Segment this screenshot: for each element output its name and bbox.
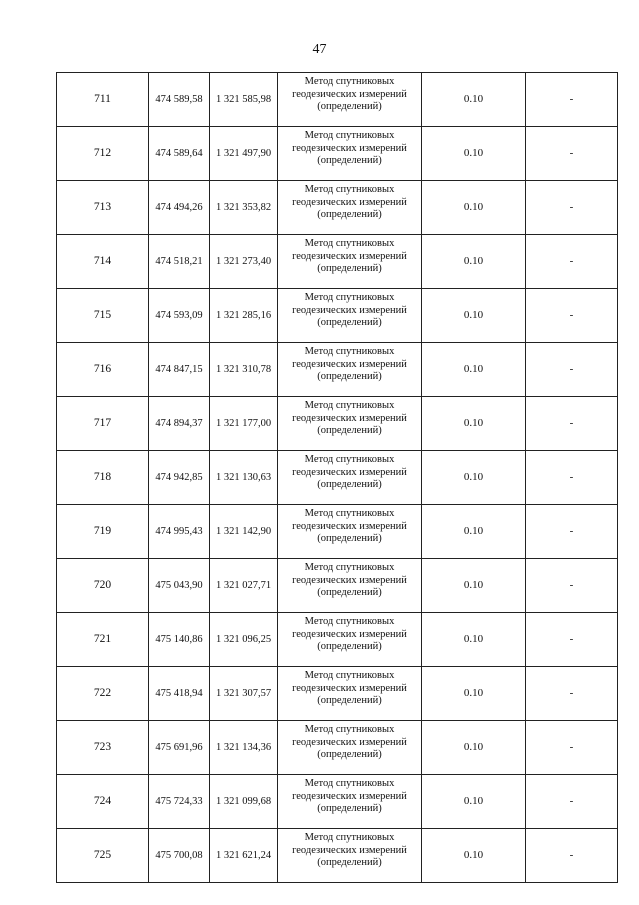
- note-cell: -: [526, 505, 618, 559]
- accuracy-cell: 0.10: [422, 721, 526, 775]
- coordinate-x-cell: 474 593,09: [149, 289, 210, 343]
- accuracy-cell: 0.10: [422, 289, 526, 343]
- table-row: [57, 505, 618, 559]
- point-number-cell: 712: [57, 127, 149, 181]
- method-line: геодезических измерений: [292, 790, 407, 802]
- method-line: (определений): [317, 695, 382, 706]
- coordinate-x-cell: 474 494,26: [149, 181, 210, 235]
- point-number-cell: 715: [57, 289, 149, 343]
- accuracy-cell: 0.10: [422, 181, 526, 235]
- method-cell: [278, 73, 422, 127]
- method-line: Метод спутниковых: [304, 724, 395, 735]
- note-cell: -: [526, 343, 618, 397]
- accuracy-cell: 0.10: [422, 559, 526, 613]
- note-cell: -: [526, 235, 618, 289]
- coordinate-y-cell: 1 321 099,68: [210, 775, 278, 829]
- coordinate-x-cell: 475 724,33: [149, 775, 210, 829]
- coordinate-x-cell: 475 700,08: [149, 829, 210, 883]
- method-line: геодезических измерений: [292, 844, 407, 856]
- method-cell: [278, 613, 422, 667]
- method-line: геодезических измерений: [292, 520, 407, 532]
- table-row: [57, 775, 618, 829]
- table-row: [57, 829, 618, 883]
- method-cell: [278, 181, 422, 235]
- method-line: Метод спутниковых: [304, 184, 395, 195]
- method-line: Метод спутниковых: [304, 670, 395, 681]
- table-row: [57, 235, 618, 289]
- method-line: Метод спутниковых: [304, 346, 395, 357]
- point-number-cell: 725: [57, 829, 149, 883]
- method-line: (определений): [317, 317, 382, 328]
- coordinate-y-cell: 1 321 310,78: [210, 343, 278, 397]
- accuracy-cell: 0.10: [422, 73, 526, 127]
- method-line: Метод спутниковых: [304, 400, 395, 411]
- method-line: (определений): [317, 479, 382, 490]
- method-line: геодезических измерений: [292, 250, 407, 262]
- coordinate-y-cell: 1 321 142,90: [210, 505, 278, 559]
- table-row: [57, 73, 618, 127]
- accuracy-cell: 0.10: [422, 343, 526, 397]
- accuracy-cell: 0.10: [422, 829, 526, 883]
- note-cell: -: [526, 721, 618, 775]
- accuracy-cell: 0.10: [422, 775, 526, 829]
- method-cell: [278, 667, 422, 721]
- method-line: (определений): [317, 371, 382, 382]
- table-row: [57, 397, 618, 451]
- coordinate-x-cell: 474 518,21: [149, 235, 210, 289]
- table-row: [57, 289, 618, 343]
- point-number-cell: 713: [57, 181, 149, 235]
- method-cell: [278, 505, 422, 559]
- method-cell: [278, 721, 422, 775]
- accuracy-cell: 0.10: [422, 235, 526, 289]
- method-cell: [278, 451, 422, 505]
- note-cell: -: [526, 127, 618, 181]
- point-number-cell: 723: [57, 721, 149, 775]
- coordinates-table-body: [57, 73, 618, 883]
- point-number-cell: 714: [57, 235, 149, 289]
- point-number-cell: 719: [57, 505, 149, 559]
- note-cell: -: [526, 829, 618, 883]
- note-cell: -: [526, 667, 618, 721]
- coordinate-y-cell: 1 321 130,63: [210, 451, 278, 505]
- method-cell: [278, 343, 422, 397]
- method-line: геодезических измерений: [292, 196, 407, 208]
- method-line: геодезических измерений: [292, 412, 407, 424]
- coordinate-y-cell: 1 321 353,82: [210, 181, 278, 235]
- coordinate-y-cell: 1 321 134,36: [210, 721, 278, 775]
- point-number-cell: 720: [57, 559, 149, 613]
- method-line: геодезических измерений: [292, 304, 407, 316]
- method-line: Метод спутниковых: [304, 292, 395, 303]
- table-row: [57, 127, 618, 181]
- note-cell: -: [526, 181, 618, 235]
- method-line: (определений): [317, 425, 382, 436]
- accuracy-cell: 0.10: [422, 667, 526, 721]
- method-line: Метод спутниковых: [304, 562, 395, 573]
- point-number-cell: 722: [57, 667, 149, 721]
- method-cell: [278, 235, 422, 289]
- table-row: [57, 181, 618, 235]
- coordinates-table: [56, 72, 618, 883]
- point-number-cell: 717: [57, 397, 149, 451]
- method-line: (определений): [317, 857, 382, 868]
- note-cell: -: [526, 613, 618, 667]
- table-row: [57, 721, 618, 775]
- coordinate-y-cell: 1 321 497,90: [210, 127, 278, 181]
- note-cell: -: [526, 559, 618, 613]
- method-line: геодезических измерений: [292, 682, 407, 694]
- coordinate-x-cell: 475 140,86: [149, 613, 210, 667]
- method-line: (определений): [317, 263, 382, 274]
- point-number-cell: 718: [57, 451, 149, 505]
- method-line: геодезических измерений: [292, 358, 407, 370]
- method-line: (определений): [317, 803, 382, 814]
- note-cell: -: [526, 775, 618, 829]
- coordinate-x-cell: 475 418,94: [149, 667, 210, 721]
- note-cell: -: [526, 451, 618, 505]
- method-line: Метод спутниковых: [304, 130, 395, 141]
- note-cell: -: [526, 397, 618, 451]
- table-row: [57, 613, 618, 667]
- method-line: Метод спутниковых: [304, 238, 395, 249]
- point-number-cell: 716: [57, 343, 149, 397]
- method-line: Метод спутниковых: [304, 616, 395, 627]
- method-line: (определений): [317, 641, 382, 652]
- point-number-cell: 721: [57, 613, 149, 667]
- method-line: геодезических измерений: [292, 736, 407, 748]
- table-row: [57, 559, 618, 613]
- coordinate-y-cell: 1 321 285,16: [210, 289, 278, 343]
- page-number: 47: [312, 42, 327, 57]
- method-cell: [278, 829, 422, 883]
- method-line: (определений): [317, 587, 382, 598]
- coordinate-y-cell: 1 321 621,24: [210, 829, 278, 883]
- method-cell: [278, 289, 422, 343]
- coordinate-x-cell: 474 995,43: [149, 505, 210, 559]
- method-cell: [278, 127, 422, 181]
- note-cell: -: [526, 289, 618, 343]
- coordinate-y-cell: 1 321 585,98: [210, 73, 278, 127]
- method-line: геодезических измерений: [292, 88, 407, 100]
- accuracy-cell: 0.10: [422, 505, 526, 559]
- accuracy-cell: 0.10: [422, 127, 526, 181]
- coordinate-x-cell: 475 043,90: [149, 559, 210, 613]
- coordinate-y-cell: 1 321 307,57: [210, 667, 278, 721]
- method-line: (определений): [317, 749, 382, 760]
- table-row: [57, 343, 618, 397]
- coordinate-y-cell: 1 321 096,25: [210, 613, 278, 667]
- accuracy-cell: 0.10: [422, 451, 526, 505]
- method-line: Метод спутниковых: [304, 454, 395, 465]
- method-line: геодезических измерений: [292, 574, 407, 586]
- method-line: геодезических измерений: [292, 628, 407, 640]
- method-line: Метод спутниковых: [304, 76, 395, 87]
- point-number-cell: 724: [57, 775, 149, 829]
- table-row: [57, 451, 618, 505]
- method-line: Метод спутниковых: [304, 832, 395, 843]
- method-cell: [278, 559, 422, 613]
- method-line: (определений): [317, 155, 382, 166]
- method-cell: [278, 775, 422, 829]
- note-cell: -: [526, 73, 618, 127]
- point-number-cell: 711: [57, 73, 149, 127]
- method-line: Метод спутниковых: [304, 508, 395, 519]
- coordinate-x-cell: 475 691,96: [149, 721, 210, 775]
- method-line: (определений): [317, 533, 382, 544]
- method-line: (определений): [317, 209, 382, 220]
- table-row: [57, 667, 618, 721]
- accuracy-cell: 0.10: [422, 397, 526, 451]
- method-line: (определений): [317, 101, 382, 112]
- coordinate-x-cell: 474 589,64: [149, 127, 210, 181]
- accuracy-cell: 0.10: [422, 613, 526, 667]
- coordinate-x-cell: 474 942,85: [149, 451, 210, 505]
- coordinate-y-cell: 1 321 273,40: [210, 235, 278, 289]
- method-line: геодезических измерений: [292, 142, 407, 154]
- coordinate-y-cell: 1 321 027,71: [210, 559, 278, 613]
- coordinate-x-cell: 474 847,15: [149, 343, 210, 397]
- method-line: Метод спутниковых: [304, 778, 395, 789]
- coordinate-x-cell: 474 894,37: [149, 397, 210, 451]
- method-line: геодезических измерений: [292, 466, 407, 478]
- coordinate-y-cell: 1 321 177,00: [210, 397, 278, 451]
- method-cell: [278, 397, 422, 451]
- coordinate-x-cell: 474 589,58: [149, 73, 210, 127]
